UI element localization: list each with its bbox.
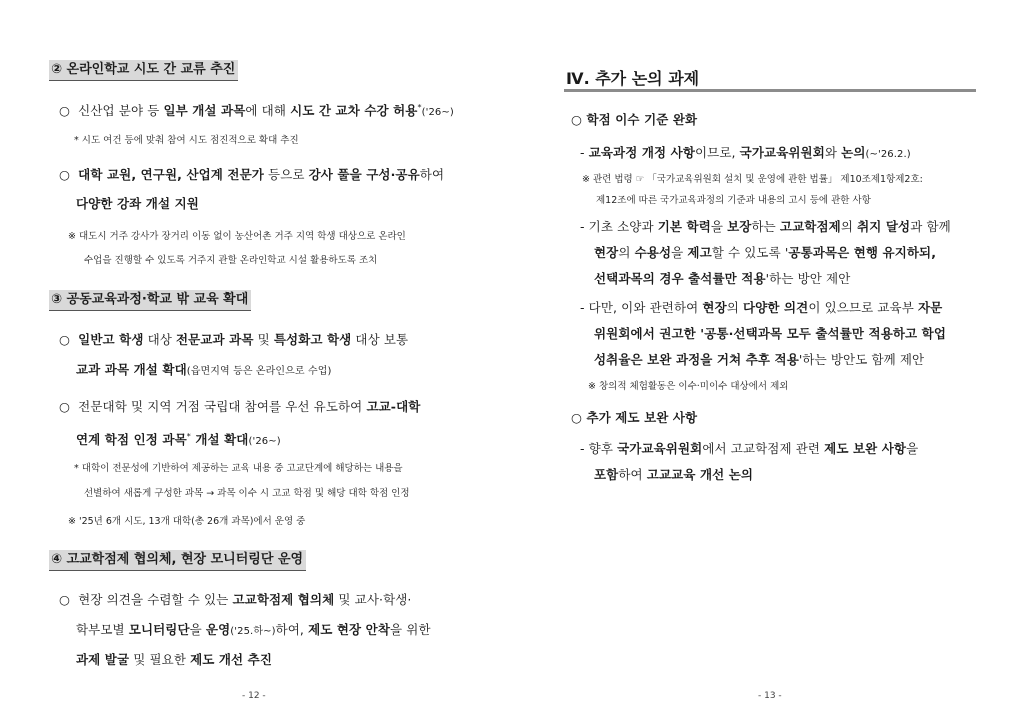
item-1-note-2: ※ 창의적 체험활동은 이수·미이수 대상에서 제외 <box>588 381 789 392</box>
bullet-4-line-1: ○ 전문대학 및 지역 거점 국립대 참여를 우선 유도하여 고교-대학 <box>59 399 421 414</box>
section-3-heading: ③ 공동교육과정·학교 밖 교육 확대 <box>49 290 251 311</box>
section-4-heading: ④ 고교학점제 협의체, 현장 모니터링단 운영 <box>49 550 306 571</box>
bullet-2-line-2: 다양한 강좌 개설 지원 <box>76 196 199 211</box>
item-1-dash-3-line-3: 성취율은 보완 과정을 거쳐 추후 적용'하는 방안도 함께 제안 <box>594 352 925 367</box>
bullet-4-note-line-2: 선별하여 새롭게 구성한 과목 → 과목 이수 시 고교 학점 및 해당 대학 학점 인정 <box>84 488 410 499</box>
bullet-4-note-2: ※ '25년 6개 시도, 13개 대학(총 26개 과목)에서 운영 중 <box>68 516 306 527</box>
item-1-dash-2-line-1: - 기초 소양과 기본 학력을 보장하는 고교학점제의 취지 달성과 함께 <box>580 219 951 234</box>
bullet-4-note-line-1: * 대학이 전문성에 기반하여 제공하는 교육 내용 중 고교단계에 해당하는 내용을 <box>74 463 403 474</box>
bullet-5-line-1: ○ 현장 의견을 수렴할 수 있는 고교학점제 협의체 및 교사·학생· <box>59 592 412 607</box>
item-1-dash-2-line-2: 현장의 수용성을 제고할 수 있도록 '공통과목은 현행 유지하되, <box>594 245 937 260</box>
item-2-title: ○ 추가 제도 보완 사항 <box>571 410 698 425</box>
bullet-1: ○ 신산업 분야 등 일부 개설 과목에 대해 시도 간 교차 수강 허용*('26~) <box>59 103 454 119</box>
chapter-heading-rule <box>564 89 976 92</box>
bullet-2-note-line-2: 수업을 진행할 수 있도록 거주지 관할 온라인학교 시설 활용하도록 조치 <box>84 255 378 266</box>
page-number-left: - 12 - <box>242 691 266 701</box>
page-number-right: - 13 - <box>758 691 782 701</box>
item-2-dash-1-line-2: 포함하여 고교교육 개선 논의 <box>594 467 754 482</box>
bullet-3-line-2: 교과 과목 개설 확대(읍면지역 등은 온라인으로 수업) <box>76 362 332 377</box>
item-1-law-note-line-2: 제12조에 따른 국가교육과정의 기준과 내용의 고시 등에 관한 사항 <box>596 195 871 206</box>
section-2-heading: ② 온라인학교 시도 간 교류 추진 <box>49 60 238 81</box>
bullet-1-note: * 시도 여건 등에 맞춰 참여 시도 점진적으로 확대 추진 <box>74 135 299 146</box>
bullet-5-line-2: 학부모별 모니터링단을 운영('25.하~)하여, 제도 현장 안착을 위한 <box>76 622 431 637</box>
bullet-5-line-3: 과제 발굴 및 필요한 제도 개선 추진 <box>76 652 273 667</box>
item-1-dash-3-line-1: - 다만, 이와 관련하여 현장의 다양한 의견이 있으므로 교육부 자문 <box>580 300 943 315</box>
bullet-2-line-1: ○ 대학 교원, 연구원, 산업계 전문가 등으로 강사 풀을 구성·공유하여 <box>59 167 445 182</box>
item-2-dash-1-line-1: - 향후 국가교육위원회에서 고교학점제 관련 제도 보완 사항을 <box>580 441 919 456</box>
item-1-dash-3-line-2: 위원회에서 권고한 '공통·선택과목 모두 출석률만 적용하고 학업 <box>594 326 947 341</box>
item-1-dash-2-line-3: 선택과목의 경우 출석률만 적용'하는 방안 제안 <box>594 271 851 286</box>
item-1-dash-1: - 교육과정 개정 사항이므로, 국가교육위원회와 논의(~'26.2.) <box>580 145 911 160</box>
bullet-2-note-line-1: ※ 대도시 거주 강사가 장거리 이동 없이 농산어촌 거주 지역 학생 대상으로 온라인 <box>68 231 406 242</box>
item-1-law-note-line-1: ※ 관련 법령 ☞ 「국가교육위원회 설치 및 운영에 관한 법률」 제10조제1항제2호: <box>582 174 923 185</box>
item-1-title: ○ 학점 이수 기준 완화 <box>571 112 698 127</box>
chapter-heading: Ⅳ. 추가 논의 과제 <box>566 69 700 88</box>
bullet-4-line-2: 연계 학점 인정 과목* 개설 확대('26~) <box>76 432 281 448</box>
bullet-3-line-1: ○ 일반고 학생 대상 전문교과 과목 및 특성화고 학생 대상 보통 <box>59 332 409 347</box>
